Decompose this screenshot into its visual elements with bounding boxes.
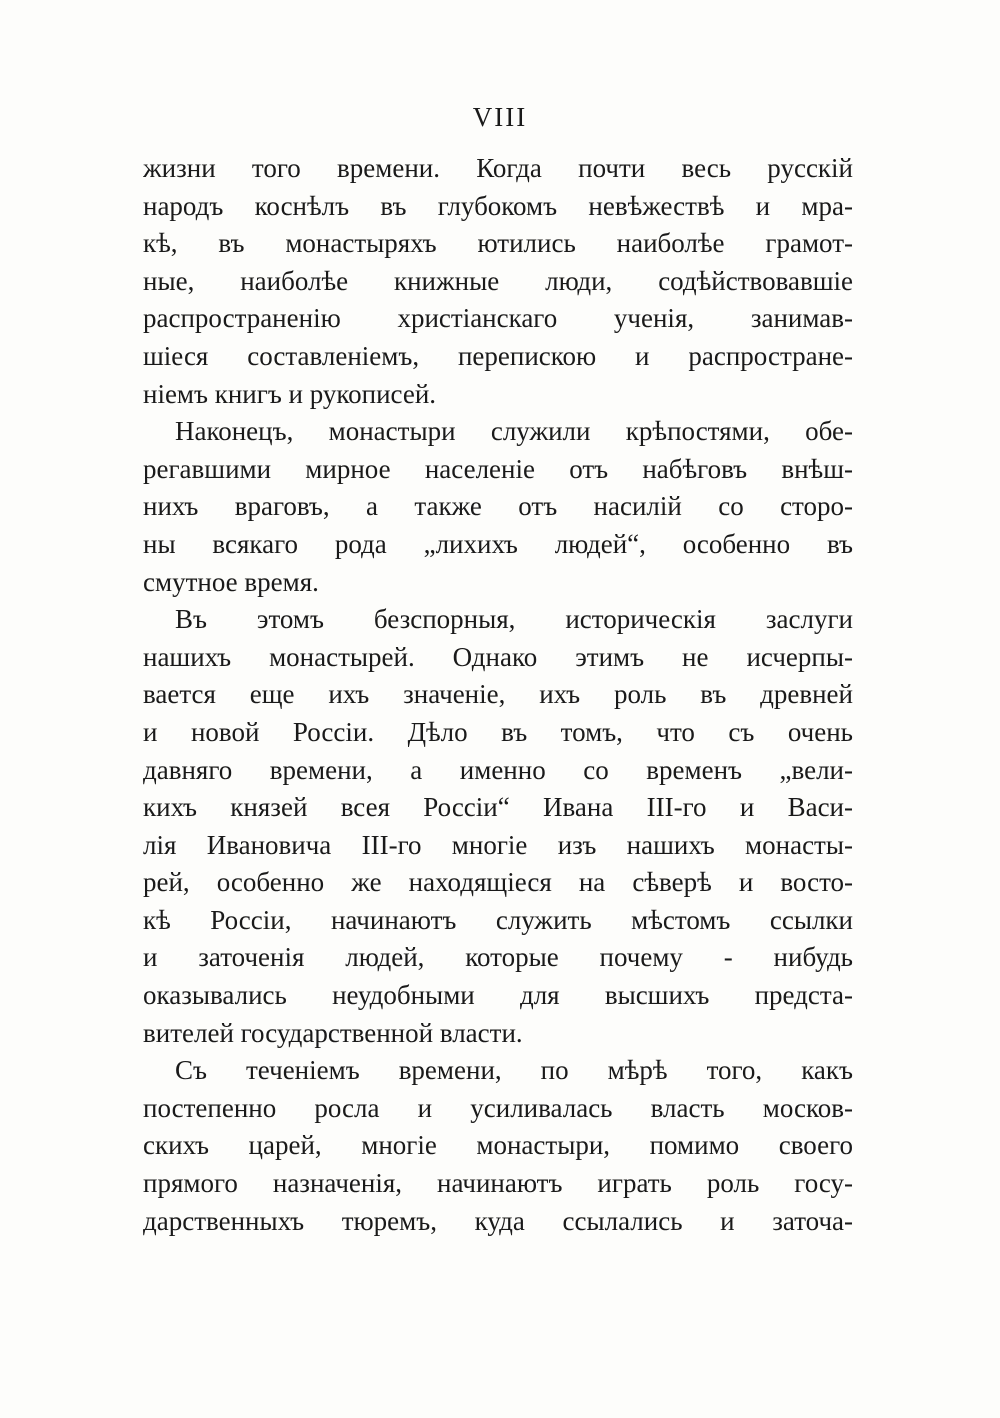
text-line: нашихъ монастырей. Однако этимъ не исчерпы- [143,641,853,672]
text-line: дарственныхъ тюремъ, куда ссылались и заточа- [143,1205,853,1236]
text-line: Въ этомъ безспорныя, историческія заслуги [175,604,853,635]
text-line: Наконецъ, монастыри служили крѣпостями, обе- [175,416,853,447]
paragraph-2 [143,413,853,601]
text-line: шіеся составленіемъ, перепискою и распростране- [143,340,853,371]
text-line: скихъ царей, многіе монастыри, помимо своего [143,1130,853,1161]
text-line: народъ коснѣлъ въ глубокомъ невѣжествѣ и мра- [143,190,853,221]
text-line: лія Ивановича III-го многіе изъ нашихъ монасты- [143,829,853,860]
text-line: ны всякаго рода „лихихъ людей“, особенно въ [143,528,853,559]
text-line: смутное время. [143,566,319,597]
page-number: VIII [472,102,528,132]
text-line: кихъ князей всея Россіи“ Ивана III-го и Васи- [143,792,853,823]
text-line: регавшими мирное населеніе отъ набѣговъ внѣш- [143,453,853,484]
text-line: жизни того времени. Когда почти весь русскій [143,153,853,183]
text-line: ные, наиболѣе книжные люди, содѣйствовавшіе [143,265,853,296]
text-line: вителей государственной власти. [143,1017,523,1048]
text-line: рей, особенно же находящіеся на сѣверѣ и восто- [143,867,853,898]
text-line: ніемъ книгъ и рукописей. [143,378,437,409]
text-line: и новой Россіи. Дѣло въ томъ, что съ очень [143,716,853,747]
text-line: оказывались неудобными для высшихъ предста- [143,980,853,1011]
text-line: постепенно росла и усиливалась власть москов- [143,1092,853,1123]
paragraph-3 [143,601,853,1052]
text-line: нихъ враговъ, а также отъ насилій со сторо- [143,491,853,522]
text-line: Съ теченіемъ времени, по мѣрѣ того, какъ [175,1055,853,1086]
text-line: вается еще ихъ значеніе, ихъ роль въ древней [143,679,853,710]
text-line: и заточенія людей, которые почему - нибудь [143,942,853,973]
text-line: кѣ, въ монастыряхъ ютились наиболѣе грамот- [143,228,853,259]
text-line: прямого назначенія, начинаютъ играть роль госу- [143,1168,853,1199]
paragraph-1 [143,150,853,413]
paragraph-4 [143,1052,853,1240]
text-line: кѣ Россіи, начинаютъ служить мѣстомъ ссылки [143,904,853,935]
text-line: распространенію христіанскаго ученія, занимав- [143,303,853,334]
body-text [143,150,853,1240]
text-line: давняго времени, а именно со временъ „вели- [143,754,853,785]
